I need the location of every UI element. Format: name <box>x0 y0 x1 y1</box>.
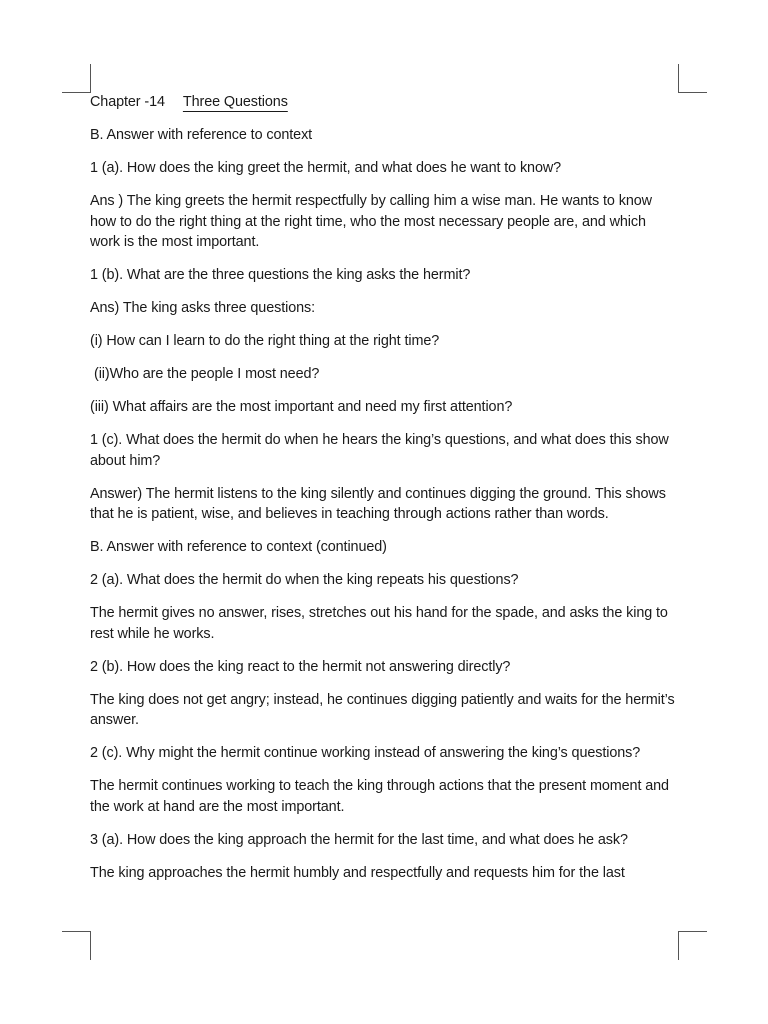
answer-2c: The hermit continues working to teach the king through actions that the present moment and the work at hand are the most important. <box>90 778 669 815</box>
chapter-heading <box>90 92 678 113</box>
answer-3a: The king approaches the hermit humbly and respectfully and requests him for the last <box>90 864 625 881</box>
question-2a: 2 (a). What does the hermit do when the king repeats his questions? <box>90 572 519 588</box>
answer-1a: Ans ) The king greets the hermit respectfully by calling him a wise man. He wants to know how to do the right thing at the right time, who the most necessary people are, and which work is the most important. <box>90 193 652 250</box>
question-2b: 2 (b). How does the king react to the hermit not answering directly? <box>90 658 511 675</box>
question-1c: 1 (c). What does the hermit do when he hears the king’s questions, and what does this show about him? <box>90 432 669 469</box>
answer-2a: The hermit gives no answer, rises, stretches out his hand for the spade, and asks the king to rest while he works. <box>90 605 668 642</box>
chapter-title: Three Questions <box>182 94 288 110</box>
answer-1b-item-ii: (ii)Who are the people I most need? <box>94 366 320 382</box>
document-body <box>90 92 678 896</box>
crop-mark-top-right <box>678 64 707 93</box>
section-heading-continued: B. Answer with reference to context (continued) <box>90 539 387 555</box>
answer-1b-item-iii: (iii) What affairs are the most important and need my first attention? <box>90 399 513 415</box>
answer-1c: Answer) The hermit listens to the king silently and continues digging the ground. This shows that he is patient, wise, and believes in teaching through actions rather than words. <box>90 485 666 522</box>
answer-1b-intro: Ans) The king asks three questions: <box>90 300 316 316</box>
crop-mark-bottom-left <box>62 931 91 960</box>
question-1a: 1 (a). How does the king greet the hermit, and what does he want to know? <box>90 160 562 176</box>
question-2c: 2 (c). Why might the hermit continue working instead of answering the king’s questions? <box>90 745 641 761</box>
answer-1b-item-i: (i) How can I learn to do the right thing at the right time? <box>90 333 440 349</box>
crop-mark-top-left <box>62 64 91 93</box>
answer-2b: The king does not get angry; instead, he continues digging patiently and waits for the hermit’s answer. <box>90 691 675 728</box>
section-heading: B. Answer with reference to context <box>90 127 313 143</box>
question-3a: 3 (a). How does the king approach the hermit for the last time, and what does he ask? <box>90 831 628 848</box>
crop-mark-bottom-right <box>678 931 707 960</box>
chapter-number: Chapter -14 <box>90 94 165 110</box>
question-1b: 1 (b). What are the three questions the king asks the hermit? <box>90 267 471 283</box>
